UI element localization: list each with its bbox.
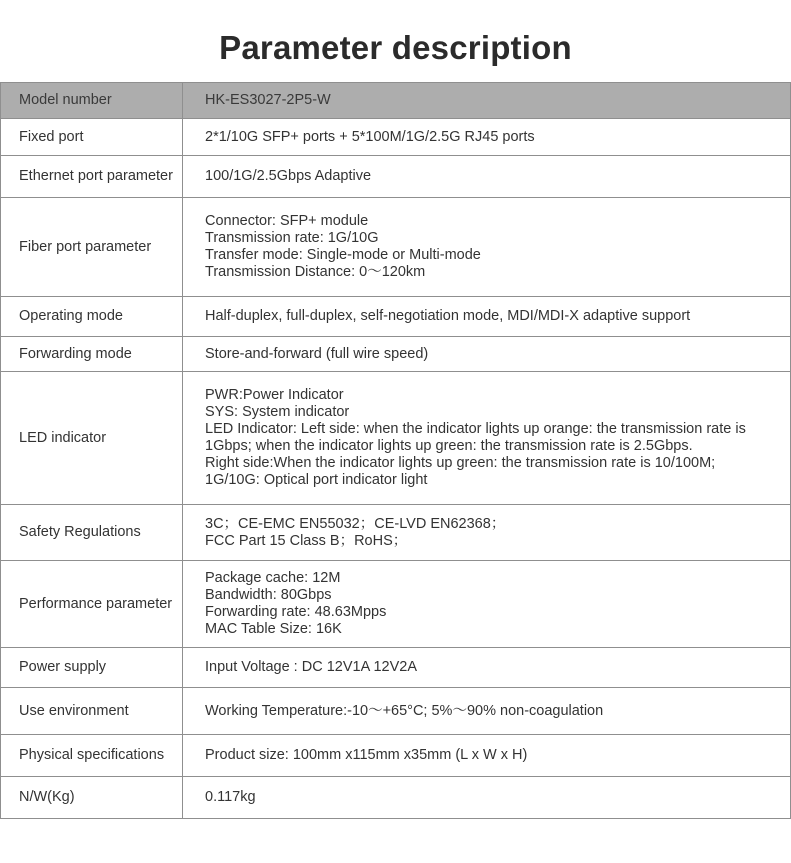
table-row-net-weight (1, 777, 791, 819)
parameter-table (0, 82, 791, 819)
parameter-table-body (1, 83, 791, 819)
value-line: Transmission Distance: 0～120km (205, 264, 426, 280)
value-line: HK-ES3027-2P5-W (205, 92, 331, 108)
value-line: Half-duplex, full-duplex, self-negotiation mode, MDI/MDI-X adaptive support (205, 308, 691, 324)
row-label: Power supply (1, 648, 183, 688)
value-line: Input Voltage : DC 12V1A 12V2A (205, 659, 418, 675)
row-label: Forwarding mode (1, 337, 183, 372)
value-line: Working Temperature:-10～+65°C; 5%～90% non-coagulation (205, 702, 604, 719)
table-row-power-supply (1, 648, 791, 688)
value-line: Right side:When the indicator lights up green: the transmission rate is 10/100M; (205, 455, 716, 471)
table-row-safety-regulations (1, 505, 791, 561)
row-value (183, 777, 791, 819)
value-line: PWR:Power Indicator (205, 387, 344, 403)
row-value (183, 198, 791, 297)
row-value (183, 156, 791, 198)
value-line: 100/1G/2.5Gbps Adaptive (205, 168, 372, 184)
value-line: Package cache: 12M (205, 570, 341, 586)
table-row-led-indicator (1, 372, 791, 505)
value-line: 1G/10G: Optical port indicator light (205, 472, 428, 488)
row-label: Safety Regulations (1, 505, 183, 561)
value-line: 3C；CE-EMC EN55032；CE-LVD EN62368； (205, 515, 506, 532)
table-row-physical-specifications (1, 735, 791, 777)
row-label: Fixed port (1, 119, 183, 156)
table-row-ethernet-port (1, 156, 791, 198)
value-line: Bandwidth: 80Gbps (205, 587, 332, 603)
row-value (183, 688, 791, 735)
value-line: 0.117kg (205, 789, 256, 805)
row-label: Ethernet port parameter (1, 156, 183, 198)
row-label: Fiber port parameter (1, 198, 183, 297)
row-label: N/W(Kg) (1, 777, 183, 819)
row-value (183, 119, 791, 156)
value-line: Store-and-forward (full wire speed) (205, 345, 429, 362)
row-label: Use environment (1, 688, 183, 735)
row-label: LED indicator (1, 372, 183, 505)
value-line: Transmission rate: 1G/10G (205, 230, 379, 246)
page-title: Parameter description (219, 29, 572, 66)
row-value (183, 372, 791, 505)
row-label: Model number (1, 83, 183, 119)
row-value (183, 83, 791, 119)
table-row-operating-mode (1, 297, 791, 337)
row-value (183, 735, 791, 777)
table-row-fiber-port (1, 198, 791, 297)
value-line: MAC Table Size: 16K (205, 621, 342, 637)
row-label: Performance parameter (1, 561, 183, 648)
row-value (183, 337, 791, 372)
value-line: 2*1/10G SFP+ ports + 5*100M/1G/2.5G RJ45 ports (205, 128, 535, 145)
row-label: Operating mode (1, 297, 183, 337)
row-value (183, 297, 791, 337)
table-row-performance-parameter (1, 561, 791, 648)
value-line: Product size: 100mm x115mm x35mm (L x W x H) (205, 747, 528, 763)
value-line: SYS: System indicator (205, 404, 350, 420)
value-line: FCC Part 15 Class B；RoHS； (205, 532, 408, 549)
table-row-forwarding-mode (1, 337, 791, 372)
row-value (183, 505, 791, 561)
value-line: LED Indicator: Left side: when the indicator lights up orange: the transmission rate is 1Gbps; when the indicator lights up green: the transmission rate is 2.5Gbps. (205, 421, 746, 454)
value-line: Transfer mode: Single-mode or Multi-mode (205, 247, 481, 263)
table-row-model-number (1, 83, 791, 119)
row-label: Physical specifications (1, 735, 183, 777)
value-line: Connector: SFP+ module (205, 213, 369, 229)
table-row-fixed-port (1, 119, 791, 156)
row-value (183, 561, 791, 648)
value-line: Forwarding rate: 48.63Mpps (205, 604, 387, 620)
row-value (183, 648, 791, 688)
table-row-use-environment (1, 688, 791, 735)
